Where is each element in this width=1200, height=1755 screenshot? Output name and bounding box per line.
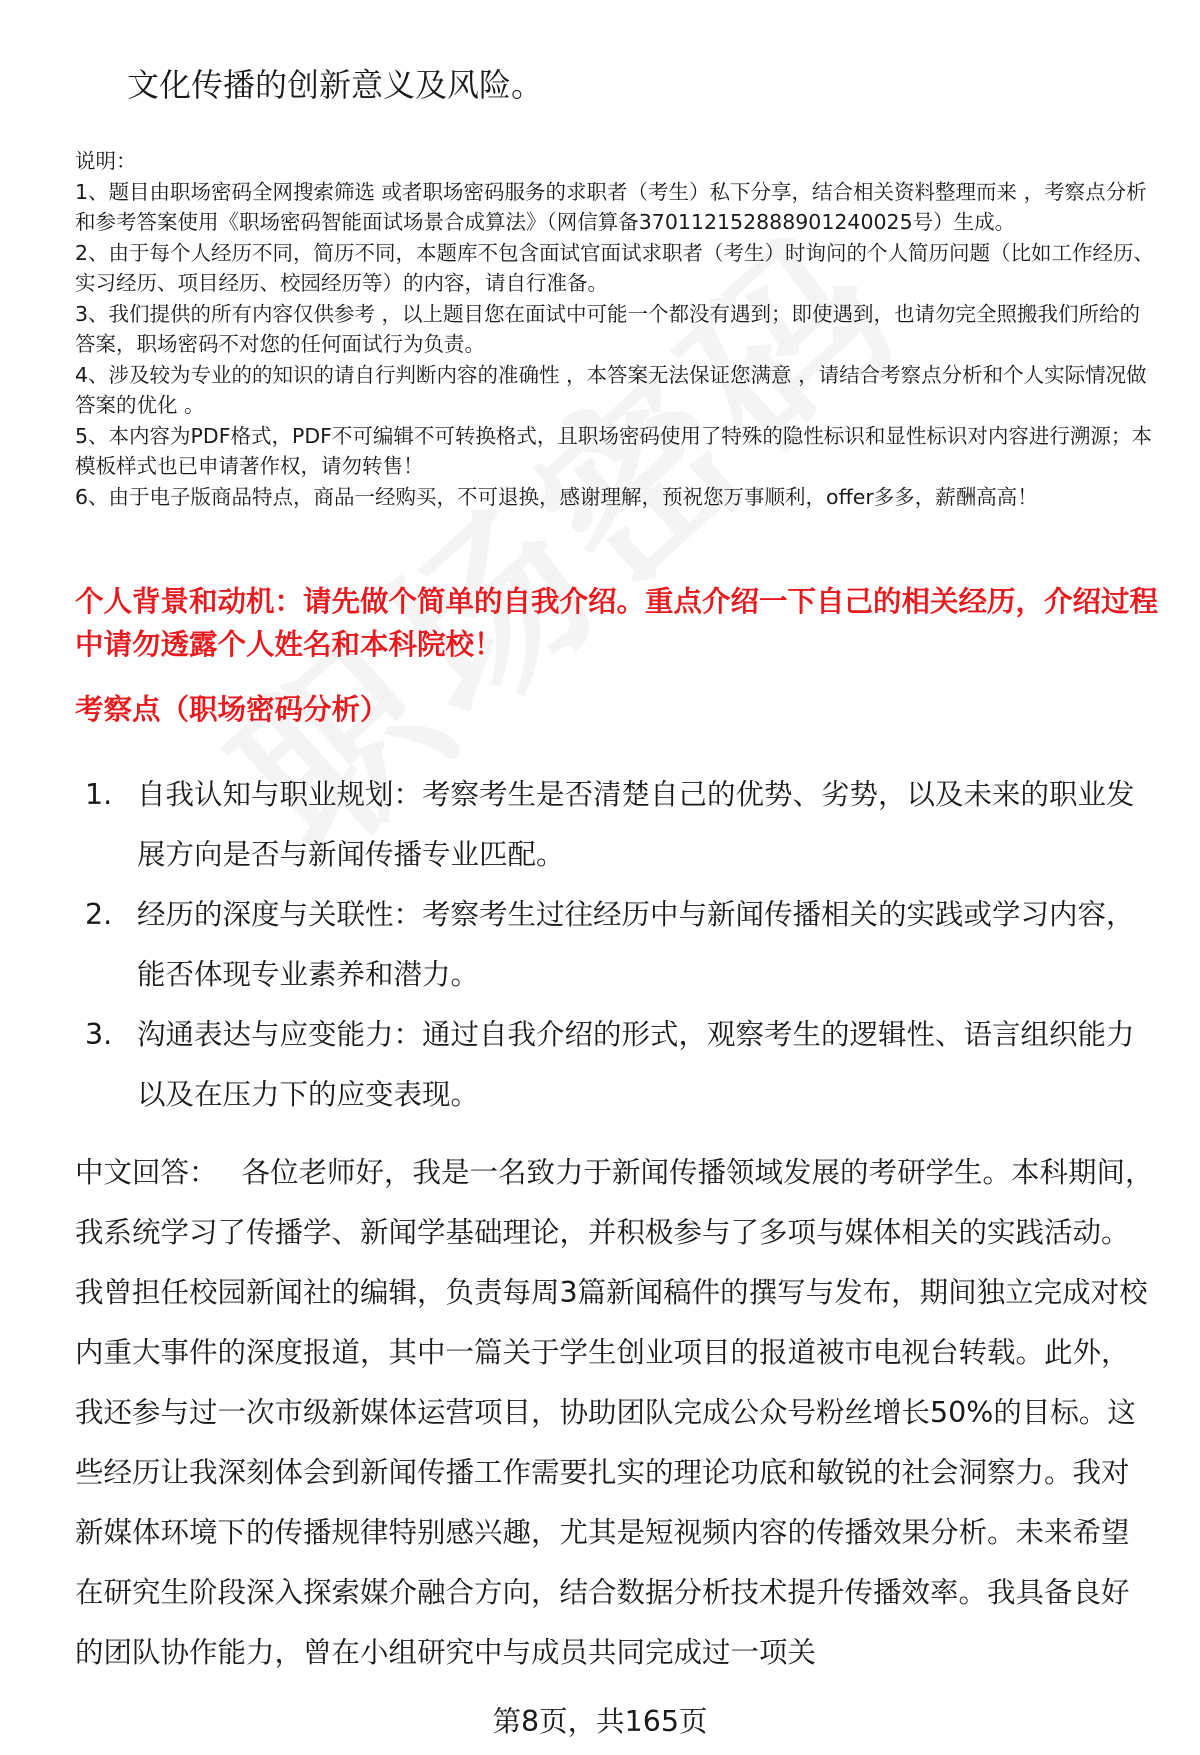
item-number: 1. — [85, 778, 113, 811]
analysis-points — [75, 765, 1155, 1125]
note-item: 2、由于每个人经历不同，简历不同，本题库不包含面试官面试求职者（考生）时询问的个人简历问题（比如工作经历、实习经历、项目经历、校园经历等）的内容，请自行准备。 — [75, 240, 1155, 295]
item-text: 沟通表达与应变能力：通过自我介绍的形式，观察考生的逻辑性、语言组织能力以及在压力下的应变表现。 — [137, 1018, 1135, 1111]
item-number: 2. — [85, 898, 113, 931]
note-item: 3、我们提供的所有内容仅供参考 ，以上题目您在面试中可能一个都没有遇到；即使遇到，也请勿完全照搬我们所给的答案，职场密码不对您的任何面试行为负责。 — [75, 301, 1141, 356]
notes-heading: 说明： — [75, 149, 137, 173]
list-item — [75, 765, 1155, 885]
answer-text: 各位老师好，我是一名致力于新闻传播领域发展的考研学生。本科期间，我系统学习了传播学、新闻学基础理论，并积极参与了多项与媒体相关的实践活动。我曾担任校园新闻社的编辑，负责每周3篇新闻稿件的撰写与发布，期间独立完成对校内重大事件的深度报道，其中一篇关于学生创业项目的报道被市电视台转载。此外，我还参与过一次市级新媒体运营项目，协助团队完成公众号粉丝增长50%的目标。这些经历让我深刻体会到新闻传播工作需要扎实的理论功底和敏锐的社会洞察力。我对新媒体环境下的传播规律特别感兴趣，尤其是短视频内容的传播效果分析。未来希望在研究生阶段深入探索媒介融合方向，结合数据分析技术提升传播效率。我具备良好的团队协作能力，曾在小组研究中与成员共同完成过一项关 — [75, 1156, 1154, 1669]
notes-section — [75, 146, 1155, 512]
item-text: 经历的深度与关联性：考察考生过往经历中与新闻传播相关的实践或学习内容，能否体现专业素养和潜力。 — [137, 898, 1135, 991]
page-number: 第8页，共165页 — [492, 1705, 708, 1738]
list-item — [75, 1005, 1155, 1125]
question-heading: 个人背景和动机：请先做个简单的自我介绍。重点介绍一下自己的相关经历，介绍过程中请勿透露个人姓名和本科院校！ — [75, 585, 1159, 661]
list-item — [75, 885, 1155, 1005]
continued-question-text: 文化传播的创新意义及风险。 — [127, 66, 544, 104]
note-item: 5、本内容为PDF格式，PDF不可编辑不可转换格式，且职场密码使用了特殊的隐性标识和显性标识对内容进行溯源；本模板样式也已申请著作权，请勿转售！ — [75, 423, 1152, 478]
item-text: 自我认知与职业规划：考察考生是否清楚自己的优势、劣势，以及未来的职业发展方向是否与新闻传播专业匹配。 — [137, 778, 1135, 871]
item-number: 3. — [85, 1018, 113, 1051]
section-title: 考察点（职场密码分析） — [75, 693, 389, 726]
note-item: 6、由于电子版商品特点，商品一经购买，不可退换，感谢理解，预祝您万事顺利，offer多多，薪酬高高！ — [75, 484, 1038, 509]
answer-block — [75, 1143, 1155, 1683]
note-item: 1、题目由职场密码全网搜索筛选 或者职场密码服务的求职者（考生）私下分享，结合相关资料整理而来 ，考察点分析和参考答案使用《职场密码智能面试场景合成算法》（网信算备370112152888901240025号）生成。 — [75, 179, 1147, 234]
note-item: 4、涉及较为专业的的知识的请自行判断内容的准确性 ，本答案无法保证您满意 ，请结合考察点分析和个人实际情况做答案的优化 。 — [75, 362, 1147, 417]
answer-label: 中文回答： — [75, 1156, 218, 1189]
